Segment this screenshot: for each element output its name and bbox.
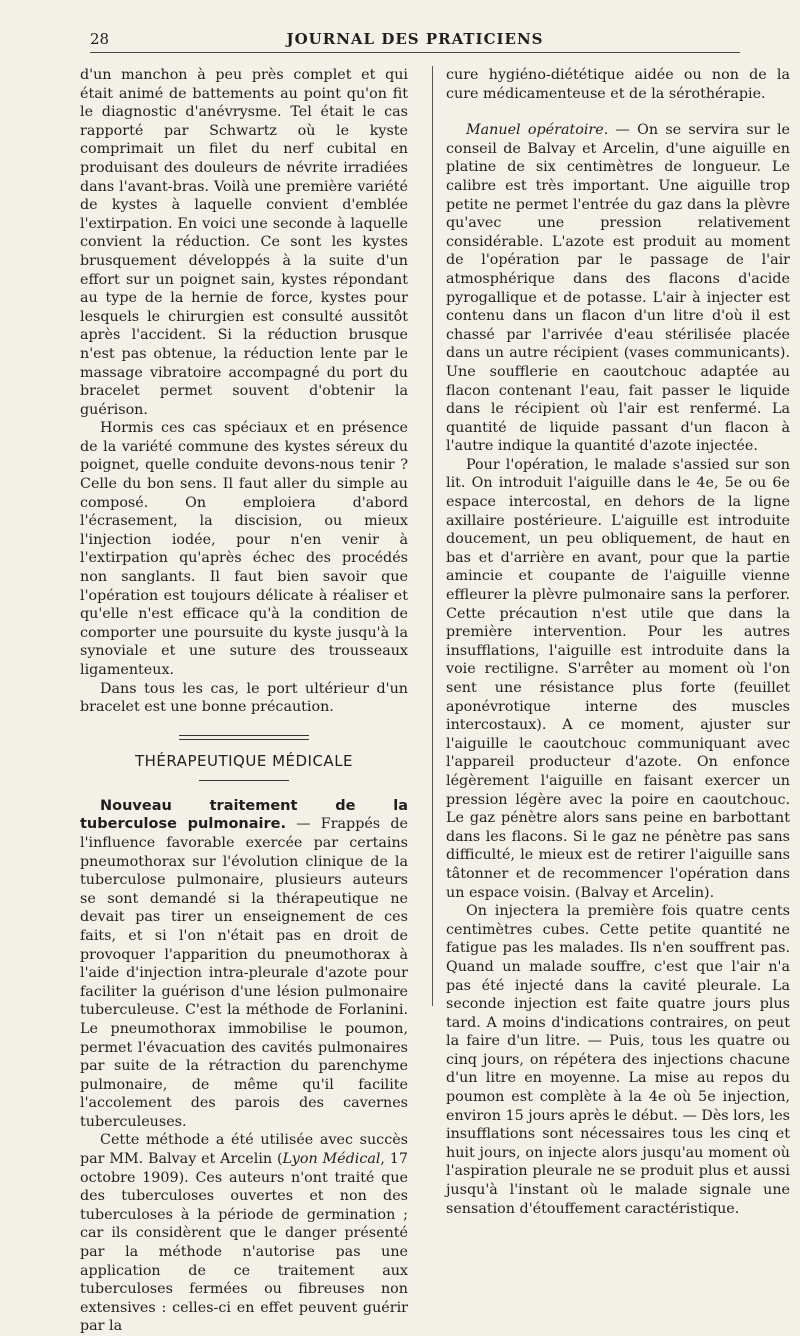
citation-journal: Lyon Médical: [282, 1151, 381, 1168]
paragraph: Hormis ces cas spéciaux et en présence de la variété commune des kystes séreux du poignet, quelle conduite devons-nous tenir ? Celle du bon sens. Il faut aller du simple au composé. On emploiera d'abord l'écrasement, la discision, ou mieux l'injection iodée, pour n'en venir à l'extirpation qu'après échec des procédés non sanglants. Il faut bien savoir que l'opération est toujours délicate à réaliser et qu'elle n'est efficace qu'à la condition de comporter une poursuite du kyste jusqu'à la synoviale et une suture des trousseaux ligamenteux.: [80, 420, 408, 678]
page-header: [90, 26, 740, 53]
article-paragraph: [80, 797, 408, 1132]
title-rule: [199, 780, 289, 781]
paragraph: Pour l'opération, le malade s'assied sur son lit. On introduit l'aiguille dans le 4e, 5e ou 6e espace intercostal, en dehors de la ligne axillaire postérieure. L'aiguille est introduite doucement, un peu obliquement, de haut en bas et d'arrière en avant, pour que la partie amincie et coupante de l'aiguille vienne effleurer la plèvre pulmonaire sans la perforer. Cette précaution n'est utile que dans la première intervention. Pour les autres insufflations, l'aiguille est introduite dans la voie rectiligne. S'arrêter au moment où l'on sent une résistance plus forte (feuillet aponévrotique interne des muscles intercostaux). A ce moment, ajuster sur l'aiguille le caoutchouc communiquant avec l'appareil producteur d'azote. On enfonce légèrement l'aiguille en faisant exercer un pression légère avec la poire en caoutchouc. Le gaz pénètre alors sans peine en barbottant dans les flacons. Si le gaz ne pénètre pas sans difficulté, le mieux est de retirer l'aiguille sans tâtonner et de recommencer l'opération dans un espace voisin. (Balvay et Arcelin).: [446, 456, 790, 901]
paragraph: [446, 121, 790, 456]
article-text: — Frappés de l'influence favorable exercée par certains pneumothorax sur l'évolution clinique de la tuberculose pulmonaire, plusieurs auteurs se sont demandé si la thérapeutique ne devait pas tirer un enseignement de ces faits, et si l'on n'était pas en droit de provoquer l'apparition du pneumothorax à l'aide d'injection intra-pleurale d'azote pour faciliter la guérison d'une lésion pulmonaire tuberculeuse. C'est la méthode de Forlanini. Le pneumothorax immobilise le poumon, permet l'évacuation des cavités pulmonaires par suite de la rétraction du parenchyme pulmonaire, de même qu'il facilite l'accolement des parois des cavernes tuberculeuses.: [80, 816, 408, 1130]
section-title: THÉRAPEUTIQUE MÉDICALE: [134, 751, 354, 770]
subheading: Manuel opératoire.: [466, 122, 609, 139]
text-run: — On se servira sur le conseil de Balvay et Arcelin, d'une aiguille en platine de six centimètres de longueur. Le calibre est très important. Une aiguille trop petite ne permet l'entrée du gaz dans la plèvre qu'avec une pression relativement considérable. L'azote est produit au moment de l'opération par le passage de l'air atmosphérique dans des flacons d'acide pyrogallique et de potasse. L'air à injecter est contenu dans un flacon d'un litre d'où il est chassé par l'arrivée d'eau stérilisée placée dans un autre récipient (vases communicants). Une soufflerie en caoutchouc adaptée au flacon contenant l'eau, fait passer le liquide dans le récipient où l'air est renfermé. La quantité de liquide passant d'un flacon à l'autre indique la quantité d'azote injectée.: [446, 122, 791, 455]
left-column: [80, 66, 408, 1336]
text-run: Cette méthode a été utilisée avec succès par MM. Balvay et Arcelin (: [80, 1132, 408, 1168]
journal-title: JOURNAL DES PRATICIENS: [286, 30, 544, 48]
paragraph: cure hygiéno-diététique aidée ou non de la cure médicamenteuse et de la sérothérapie.: [446, 67, 790, 102]
column-divider: [432, 66, 433, 1006]
paragraph: d'un manchon à peu près complet et qui était animé de battements au point qu'on fit le diagnostic d'anévrysme. Tel était le cas rapporté par Schwartz où le kyste comprimait un filet du nerf cubital en produisant des douleurs de névrite irradiées dans l'avant-bras. Voilà une première variété de kystes à laquelle convient d'emblée l'extirpation. En voici une seconde à laquelle convient la réduction. Ce sont les kystes brusquement développés à la suite d'un effort sur un poignet sain, kystes répondant au type de la hernie de force, kystes pour lesquels le chirurgien est consulté aussitôt après l'accident. Si la réduction brusque n'est pas obtenue, la réduction lente par le massage vibratoire accompagné du port du bracelet permet souvent d'obtenir la guérison.: [80, 67, 408, 418]
page-number: 28: [90, 30, 110, 48]
section-separator: [179, 735, 309, 740]
text-run: , 17 octobre 1909). Ces auteurs n'ont traité que des tuberculoses ouvertes et non des tuberculoses à la période de germination ; car ils considèrent que le danger présenté par la méthode n'autorise pas une application de ce traitement aux tuberculoses fermées ou fibreuses non extensives : celles-ci en effet peuvent guérir par la: [80, 1151, 408, 1335]
paragraph: Dans tous les cas, le port ultérieur d'un bracelet est une bonne précaution.: [80, 680, 408, 716]
article-title: Nouveau traitement de la tuberculose pulmonaire.: [80, 797, 408, 833]
right-column: [446, 66, 790, 1218]
paragraph: On injectera la première fois quatre cents centimètres cubes. Cette petite quantité ne fatigue pas les malades. Ils n'en souffrent pas. Quand un malade souffre, c'est que l'air n'a pas été injecté dans la cavité pleurale. La seconde injection est faite quatre jours plus tard. A moins d'indications contraires, on peut la faire d'un litre. — Puis, tous les quatre ou cinq jours, on répétera des injections chacune d'un litre en moyenne. La mise au repos du poumon est complète à la 4e où 5e injection, environ 15 jours après le début. — Dès lors, les insufflations sont nécessaires tous les cinq et huit jours, on injecte alors jusqu'au moment où l'aspiration pleurale ne se produit plus et aussi jusqu'à l'instant où le malade signale une sensation d'étouffement caractéristique.: [446, 903, 790, 1217]
paragraph: [80, 1131, 408, 1336]
